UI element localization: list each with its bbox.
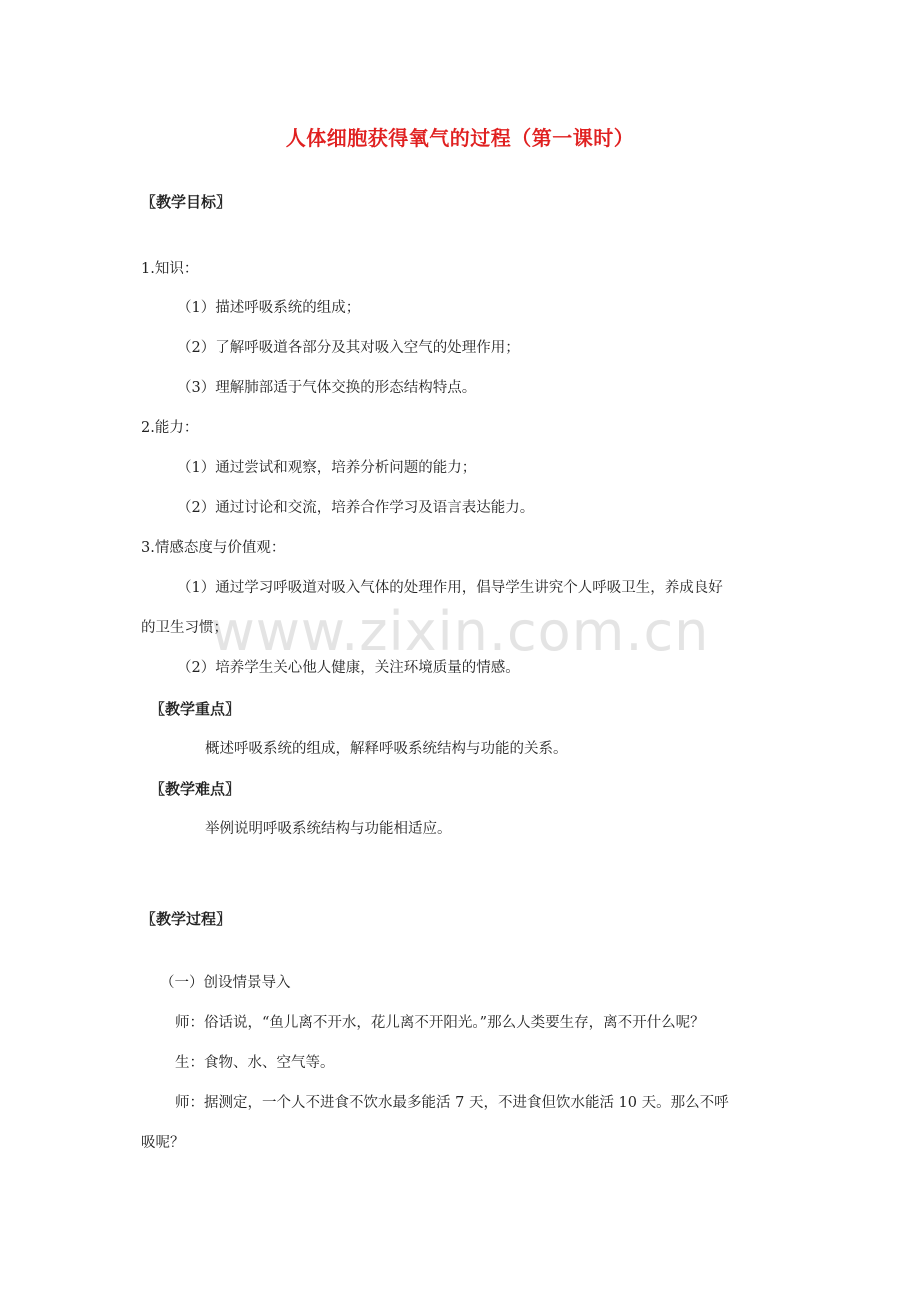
dialogue-teacher-1: 师：俗话说，“鱼儿离不开水，花儿离不开阳光。”那么人类要生存，离不开什么呢？	[175, 1015, 705, 1031]
emotion-item-2: （2）培养学生关心他人健康，关注环境质量的情感。	[177, 660, 520, 676]
ability-item-1: （1）通过尝试和观察，培养分析问题的能力；	[177, 460, 477, 476]
objectives-heading: 〖教学目标〗	[141, 193, 232, 211]
page-title: 人体细胞获得氧气的过程（第一课时）	[285, 126, 635, 150]
process-subheading: （一）创设情景导入	[160, 975, 291, 991]
difficulty-text: 举例说明呼吸系统结构与功能相适应。	[205, 821, 452, 837]
ability-item-2: （2）通过讨论和交流，培养合作学习及语言表达能力。	[177, 500, 535, 516]
watermark: www.zixin.com.cn	[210, 600, 710, 663]
key-point-text: 概述呼吸系统的组成，解释呼吸系统结构与功能的关系。	[205, 741, 568, 757]
knowledge-item-3: （3）理解肺部适于气体交换的形态结构特点。	[177, 380, 477, 396]
ability-heading: 2.能力：	[141, 420, 199, 436]
dialogue-teacher-2-line-2: 吸呢？	[141, 1135, 185, 1151]
key-point-heading: 〖教学重点〗	[150, 700, 241, 718]
knowledge-heading: 1.知识：	[141, 261, 199, 277]
dialogue-teacher-2-line-1: 师：据测定，一个人不进食不饮水最多能活 7 天，不进食但饮水能活 10 天。那么不呼	[175, 1095, 729, 1111]
emotion-item-1-line-2: 的卫生习惯；	[141, 620, 228, 636]
emotion-item-1-line-1: （1）通过学习呼吸道对吸入气体的处理作用，倡导学生讲究个人呼吸卫生，养成良好	[177, 580, 723, 596]
emotion-heading: 3.情感态度与价值观：	[141, 540, 286, 556]
knowledge-item-1: （1）描述呼吸系统的组成；	[177, 300, 361, 316]
knowledge-item-2: （2）了解呼吸道各部分及其对吸入空气的处理作用；	[177, 340, 520, 356]
dialogue-student-1: 生：食物、水、空气等。	[175, 1055, 335, 1071]
difficulty-heading: 〖教学难点〗	[150, 780, 241, 798]
process-heading: 〖教学过程〗	[141, 910, 232, 928]
